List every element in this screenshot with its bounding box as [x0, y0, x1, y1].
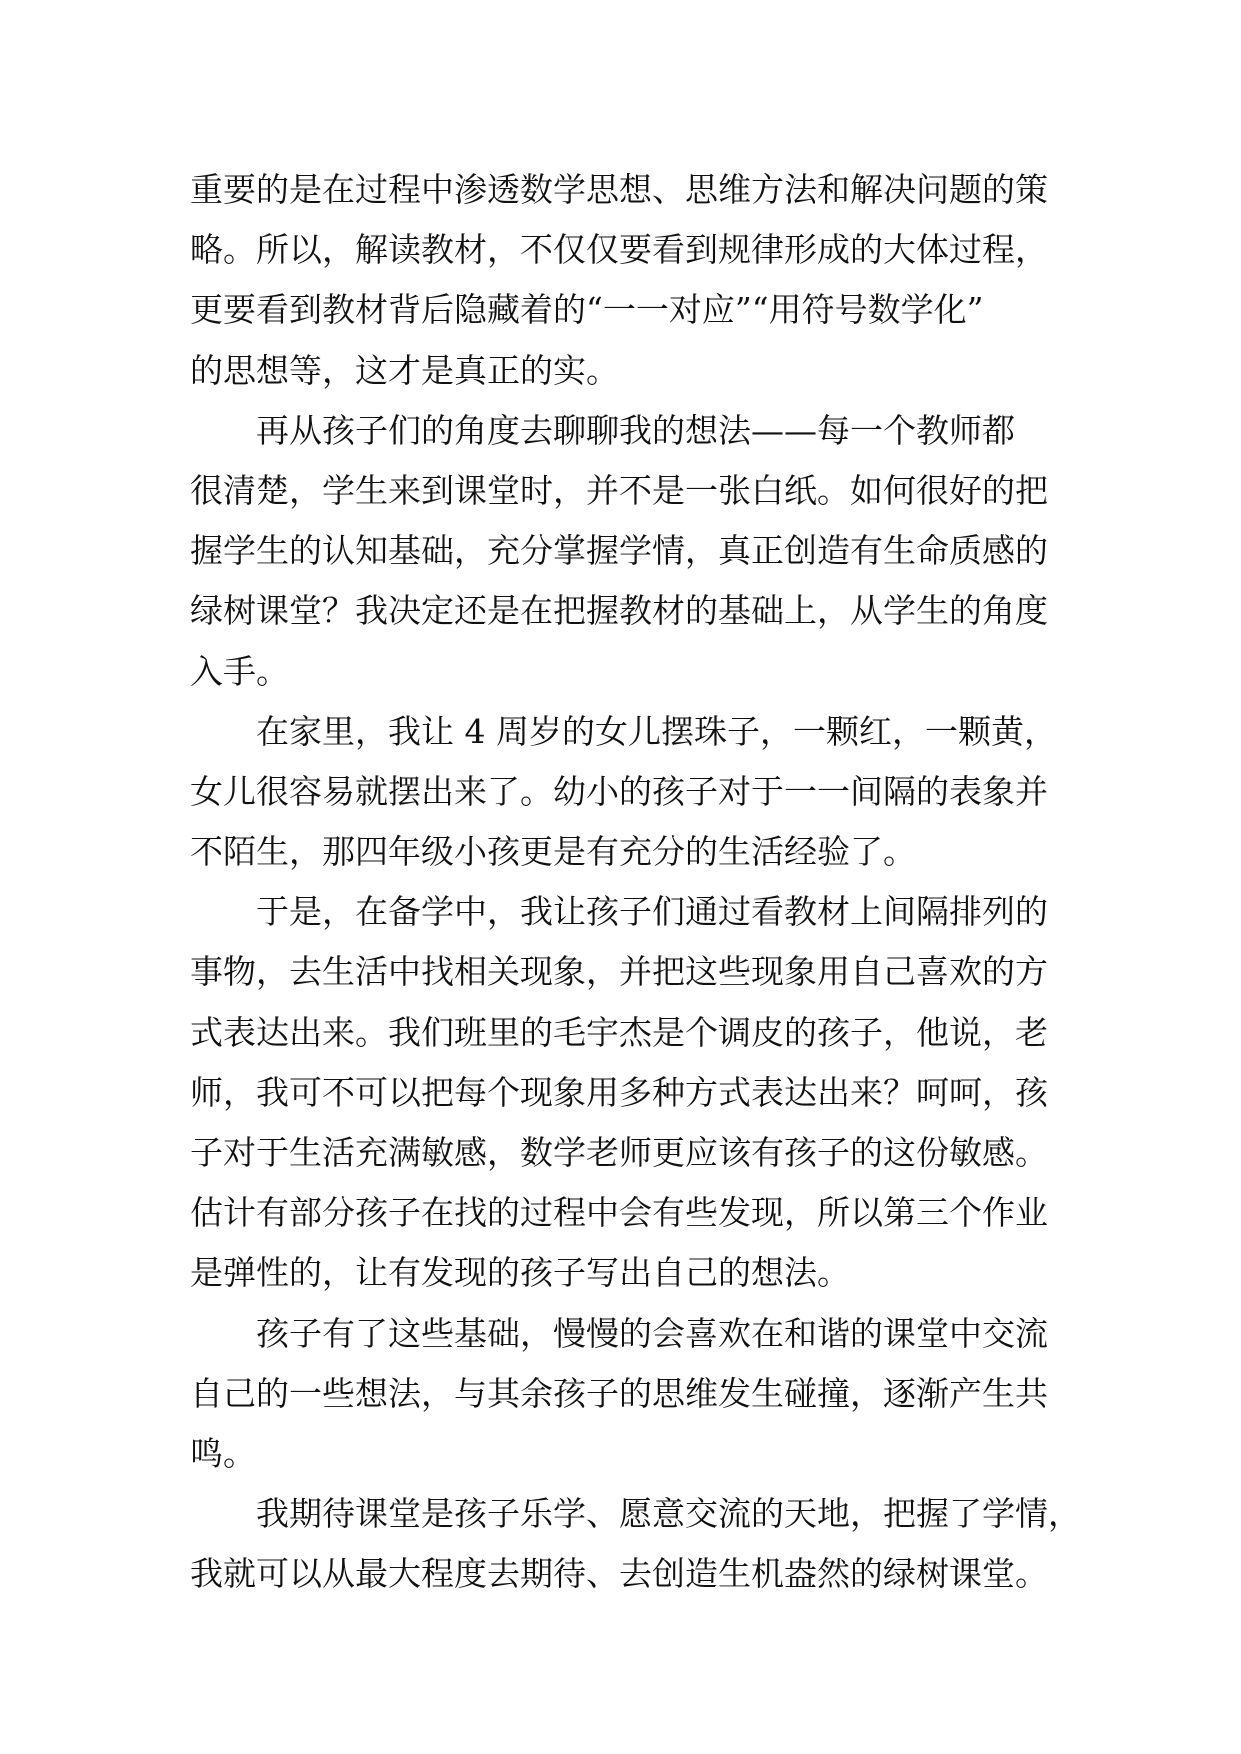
text-line: 我就可以从最大程度去期待、去创造生机盎然的绿树课堂。	[190, 1554, 1048, 1594]
text-line: 不陌生，那四年级小孩更是有充分的生活经验了。	[190, 832, 916, 872]
text-line: 是弹性的，让有发现的孩子写出自己的想法。	[190, 1253, 850, 1293]
paragraph-first-line: 孩子有了这些基础，慢慢的会喜欢在和谐的课堂中交流	[256, 1313, 1048, 1353]
text-line: 绿树课堂？我决定还是在把握教材的基础上，从学生的角度	[190, 591, 1048, 631]
text-line: 鸣。	[190, 1433, 256, 1473]
text-line: 估计有部分孩子在找的过程中会有些发现，所以第三个作业	[190, 1193, 1048, 1233]
text-line: 式表达出来。我们班里的毛宇杰是个调皮的孩子，他说，老	[190, 1012, 1048, 1052]
text-line: 师，我可不可以把每个现象用多种方式表达出来？呵呵，孩	[190, 1072, 1048, 1112]
paragraph-first-line: 再从孩子们的角度去聊聊我的想法——每一个教师都	[256, 410, 1015, 450]
text-line: 握学生的认知基础，充分掌握学情，真正创造有生命质感的	[190, 531, 1048, 571]
text-line: 子对于生活充满敏感，数学老师更应该有孩子的这份敏感。	[190, 1133, 1048, 1172]
text-line: 略。所以，解读教材，不仅仅要看到规律形成的大体过程，	[190, 230, 1048, 270]
text-line: 事物，去生活中找相关现象，并把这些现象用自己喜欢的方	[190, 952, 1048, 992]
text-line: 的思想等，这才是真正的实。	[190, 350, 619, 390]
paragraph-first-line: 我期待课堂是孩子乐学、愿意交流的天地，把握了学情，	[256, 1494, 1081, 1534]
text-line: 很清楚，学生来到课堂时，并不是一张白纸。如何很好的把	[190, 470, 1048, 510]
text-line: 更要看到教材背后隐藏着的“一一对应”“用符号数学化”	[190, 290, 984, 330]
text-line: 入手。	[190, 651, 289, 691]
text-line: 重要的是在过程中渗透数学思想、思维方法和解决问题的策	[190, 170, 1048, 209]
text-line: 女儿很容易就摆出来了。幼小的孩子对于一一间隔的表象并	[190, 771, 1048, 811]
text-line: 自己的一些想法，与其余孩子的思维发生碰撞，逐渐产生共	[190, 1373, 1048, 1413]
paragraph-first-line: 在家里，我让 4 周岁的女儿摆珠子，一颗红，一颗黄，	[256, 711, 1057, 751]
document-body	[190, 160, 1081, 1605]
paragraph-first-line: 于是，在备学中，我让孩子们通过看教材上间隔排列的	[256, 892, 1048, 932]
